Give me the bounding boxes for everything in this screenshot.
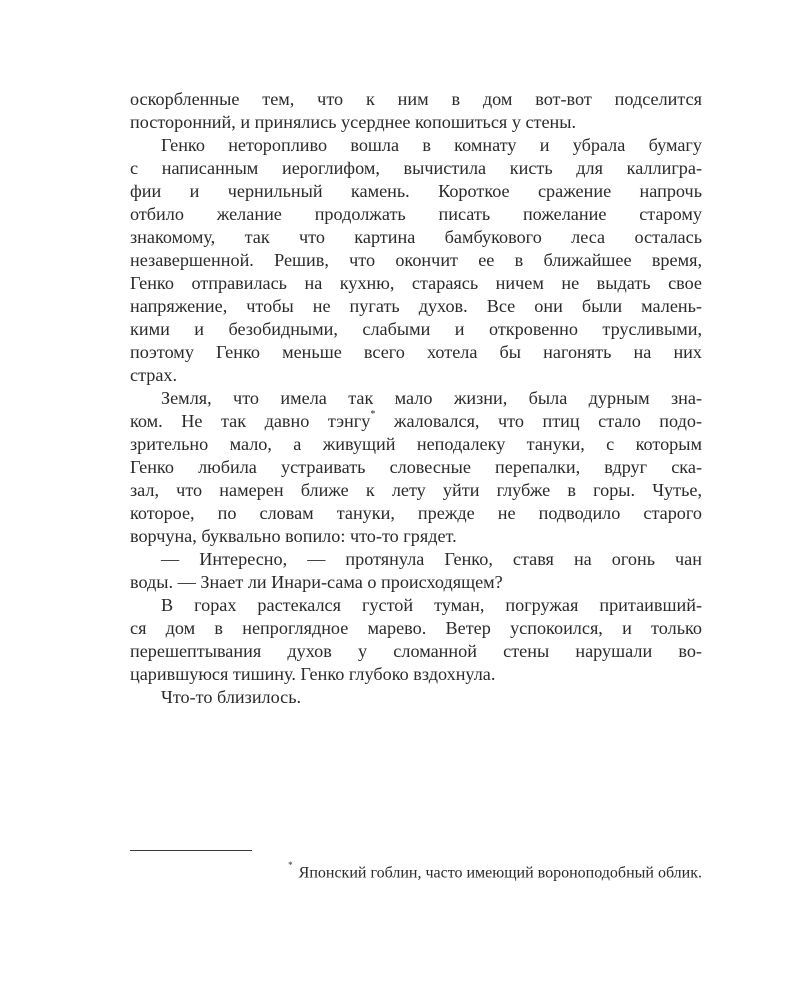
- text-line: с написанным иероглифом, вычистила кисть для каллигра-: [130, 158, 702, 178]
- text-line: посторонний, и принялись усерднее копошиться у стены.: [130, 112, 577, 132]
- text-line-part: Не так давно тэнгу: [181, 411, 371, 431]
- text-line: перешептывания духов у сломанной стены нарушали во-: [130, 641, 702, 661]
- text-line: кими и безобидными, слабыми и откровенно трусливыми,: [130, 319, 702, 339]
- text-line: [130, 387, 702, 410]
- text-line: которое, по словам тануки, прежде не подводило старого: [130, 503, 702, 523]
- text-line: ся дом в непроглядное марево. Ветер успокоился, и только: [130, 618, 702, 638]
- text-line: воды. — Знает ли Инари-сама о происходящем?: [130, 572, 503, 592]
- text-line: поэтому Генко меньше всего хотела бы нагонять на них: [130, 342, 702, 362]
- footnote-reference[interactable]: *: [370, 408, 376, 420]
- footnote: [130, 857, 702, 884]
- text-line: зрительно мало, а живущий неподалеку тануки, с которым: [130, 434, 702, 454]
- text-line: ворчуна, буквально вопило: что-то грядет.: [130, 526, 457, 546]
- text-line: [130, 594, 702, 617]
- text-line-part: ком.: [130, 411, 163, 431]
- text-line: отбило желание продолжать писать пожелание старому: [130, 204, 702, 224]
- text-line: знакомому, так что картина бамбукового леса осталась: [130, 227, 702, 247]
- text-line: страх.: [130, 365, 178, 385]
- text-line-part: В горах растекался густой туман, погружая притаивший-: [161, 595, 702, 615]
- text-line-part: жаловался, что птиц стало подо-: [393, 411, 703, 431]
- text-line: оскорбленные тем, что к ним в дом вот-вот подселится: [130, 89, 702, 109]
- footnote-marker: *: [288, 860, 293, 870]
- text-line: Что-то близилось.: [161, 687, 302, 707]
- text-line: незавершенной. Решив, что окончит ее в ближайшее время,: [130, 250, 702, 270]
- footnote-divider: [130, 850, 252, 851]
- text-line-part: Земля, что имела так мало жизни, была дурным зна-: [161, 388, 702, 408]
- text-line: напряжение, чтобы не пугать духов. Все они были малень-: [130, 296, 702, 316]
- text-line: Генко любила устраивать словесные перепалки, вдруг ска-: [130, 457, 702, 477]
- text-line: фии и чернильный камень. Короткое сражение напрочь: [130, 181, 702, 201]
- footnote-text: Японский гоблин, часто имеющий вороноподобный облик.: [298, 864, 702, 882]
- body-text: [130, 88, 702, 709]
- text-line: царившуюся тишину. Генко глубоко вздохнула.: [130, 664, 496, 684]
- text-line: Генко отправилась на кухню, стараясь ничем не выдать свое: [130, 273, 702, 293]
- text-line: [130, 410, 702, 433]
- text-line: — Интересно, — протянула Генко, ставя на огонь чан: [161, 549, 702, 569]
- text-line: Генко неторопливо вошла в комнату и убрала бумагу: [161, 135, 702, 155]
- text-line: зал, что намерен ближе к лету уйти глубже в горы. Чутье,: [130, 480, 702, 500]
